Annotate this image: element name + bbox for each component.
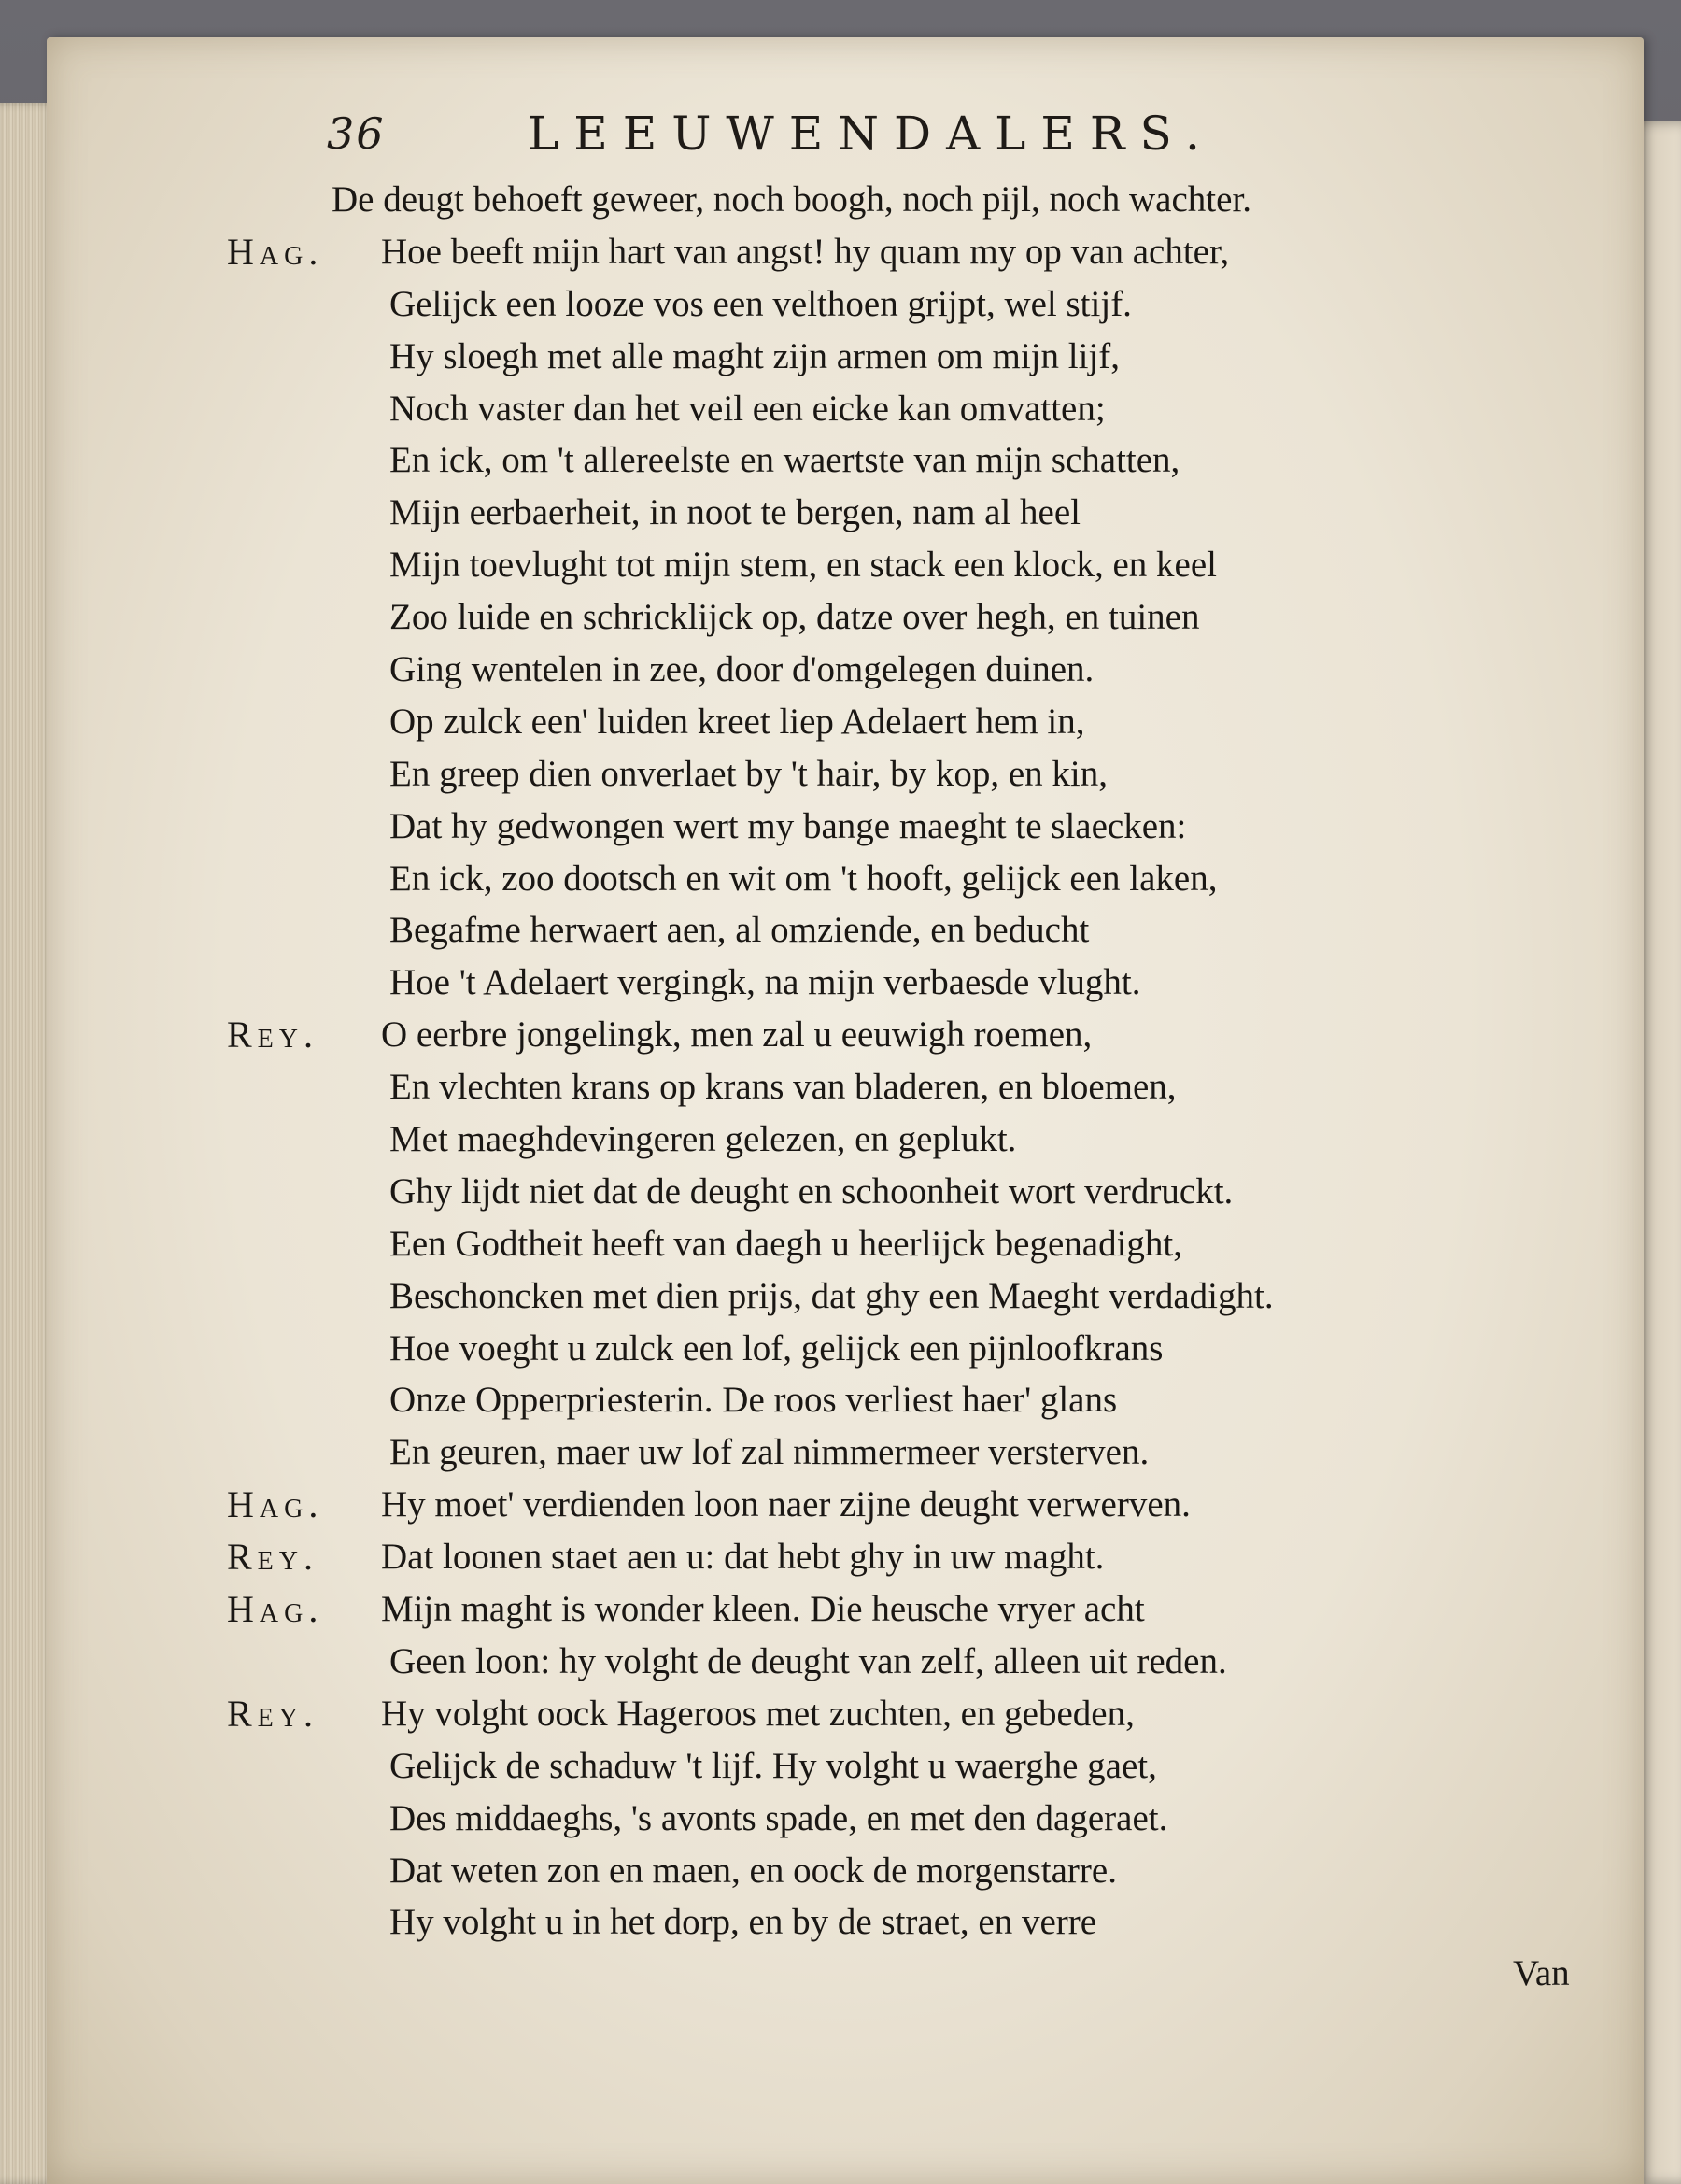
verse-line [332, 1896, 1592, 1949]
verse-line [332, 957, 1592, 1009]
verse-line [332, 1845, 1592, 1897]
verse-line [332, 1113, 1592, 1166]
verse-text-line: Geen loon: hy volght de deught van zelf, alleen uit reden. [389, 1640, 1227, 1681]
verse-line [332, 434, 1592, 487]
running-title: LEEUWENDALERS. [528, 106, 1215, 161]
verse-line [227, 1688, 1592, 1740]
verse-text-line: Hy volght u in het dorp, en by de straet, en verre [389, 1902, 1097, 1943]
verse-text-line: Gelijck de schaduw 't lijf. Hy volght u waerghe gaet, [389, 1745, 1157, 1786]
verse-text-line: Dat hy gedwongen wert my bange maeght te slaecken: [389, 805, 1187, 846]
verse-text-line: De deugt behoeft geweer, noch boogh, noch pijl, noch wachter. [332, 179, 1252, 220]
verse-text-line: Hoe beeft mijn hart van angst! hy quam my op van achter, [381, 231, 1230, 272]
verse-text-line: Gelijck een looze vos een velthoen grijpt, wel stijf. [389, 283, 1132, 324]
verse-text-line: En geuren, maer uw lof zal nimmermeer versterven. [389, 1432, 1150, 1473]
speaker-label: Rey. [227, 1536, 319, 1579]
verse-text-line: Hy volght oock Hageroos met zuchten, en gebeden, [381, 1693, 1135, 1734]
verse-line [332, 1740, 1592, 1793]
verse-text-line: Ghy lijdt niet dat de deught en schoonheit wort verdruckt. [389, 1170, 1234, 1212]
verse-text-line: En ick, om 't allereelste en waertste van mijn schatten, [389, 440, 1180, 481]
verse-line [332, 174, 1592, 226]
verse-text-line: Mijn toevlught tot mijn stem, en stack een klock, en keel [389, 545, 1217, 586]
verse-text-line: En ick, zoo dootsch en wit om 't hooft, gelijck een laken, [389, 858, 1218, 899]
verse-line [332, 1426, 1592, 1479]
verse-line [332, 591, 1592, 644]
verse-text-line: Hoe voeght u zulck een lof, gelijck een pijnloofkrans [389, 1327, 1164, 1369]
speaker-label: Hag. [227, 1483, 324, 1526]
verse-text-line: Onze Opperpriesterin. De roos verliest haer' glans [389, 1380, 1118, 1421]
verse-text-line: Zoo luide en schricklijck op, datze over hegh, en tuinen [389, 597, 1200, 638]
page-number: 36 [327, 108, 386, 159]
verse-line [332, 904, 1592, 957]
verse-line [332, 1374, 1592, 1426]
verse-text-line: Begafme herwaert aen, al omziende, en beducht [389, 910, 1090, 951]
verse-text-line: Hoe 't Adelaert vergingk, na mijn verbaesde vlught. [389, 962, 1141, 1003]
verse-line [332, 853, 1592, 905]
verse-line [332, 383, 1592, 435]
verse-line [332, 748, 1592, 801]
verse-text-line: En vlechten krans op krans van bladeren, en bloemen, [389, 1067, 1177, 1108]
verse-line [227, 1531, 1592, 1583]
verse-line [332, 1323, 1592, 1375]
verse-text-line: Des middaeghs, 's avonts spade, en met den dageraet. [389, 1797, 1168, 1838]
verse-line [332, 1636, 1592, 1688]
verse-line [332, 487, 1592, 539]
speaker-label: Rey. [227, 1014, 319, 1057]
verse-text-line: Mijn maght is wonder kleen. Die heusche vryer acht [381, 1589, 1145, 1630]
verse-text-line: Ging wentelen in zee, door d'omgelegen duinen. [389, 649, 1095, 690]
verse-text-line: Een Godtheit heeft van daegh u heerlijck begenadight, [389, 1223, 1183, 1264]
verse-line [332, 1793, 1592, 1845]
verse-text-line: Noch vaster dan het veil een eicke kan omvatten; [389, 388, 1106, 429]
verse-line [332, 539, 1592, 591]
verse-line [227, 1009, 1592, 1061]
verse-line [332, 644, 1592, 696]
verse-line [332, 1270, 1592, 1323]
verse-line [332, 1218, 1592, 1270]
speaker-label: Hag. [227, 1588, 324, 1631]
verse-line [332, 1061, 1592, 1113]
verse-text [227, 174, 1592, 1949]
verse-line [332, 801, 1592, 853]
verse-text-line: Hy sloegh met alle maght zijn armen om mijn lijf, [389, 335, 1120, 376]
verse-line [332, 1166, 1592, 1218]
verse-text-line: Hy moet' verdienden loon naer zijne deught verwerven. [381, 1484, 1191, 1525]
verse-text-line: Beschoncken met dien prijs, dat ghy een Maeght verdadight. [389, 1275, 1274, 1316]
verse-line [332, 331, 1592, 383]
verse-text-line: Op zulck een' luiden kreet liep Adelaert hem in, [389, 701, 1085, 742]
verse-text-line: Met maeghdevingeren gelezen, en geplukt. [389, 1119, 1017, 1160]
verse-text-line: Dat weten zon en maen, en oock de morgenstarre. [389, 1850, 1117, 1891]
verse-text-line: Mijn eerbaerheit, in noot te bergen, nam al heel [389, 492, 1081, 533]
verse-line [227, 1583, 1592, 1636]
verse-text-line: Dat loonen staet aen u: dat hebt ghy in uw maght. [381, 1537, 1105, 1578]
verse-line [227, 226, 1592, 278]
verse-line [332, 278, 1592, 331]
verse-line [332, 696, 1592, 748]
verse-text-line: En greep dien onverlaet by 't hair, by kop, en kin, [389, 753, 1108, 794]
catchword: Van [1513, 1953, 1570, 1993]
verse-line [227, 1479, 1592, 1531]
verse-text-line: O eerbre jongelingk, men zal u eeuwigh roemen, [381, 1014, 1093, 1056]
speaker-label: Rey. [227, 1692, 319, 1735]
speaker-label: Hag. [227, 230, 324, 273]
running-head [308, 103, 1429, 168]
